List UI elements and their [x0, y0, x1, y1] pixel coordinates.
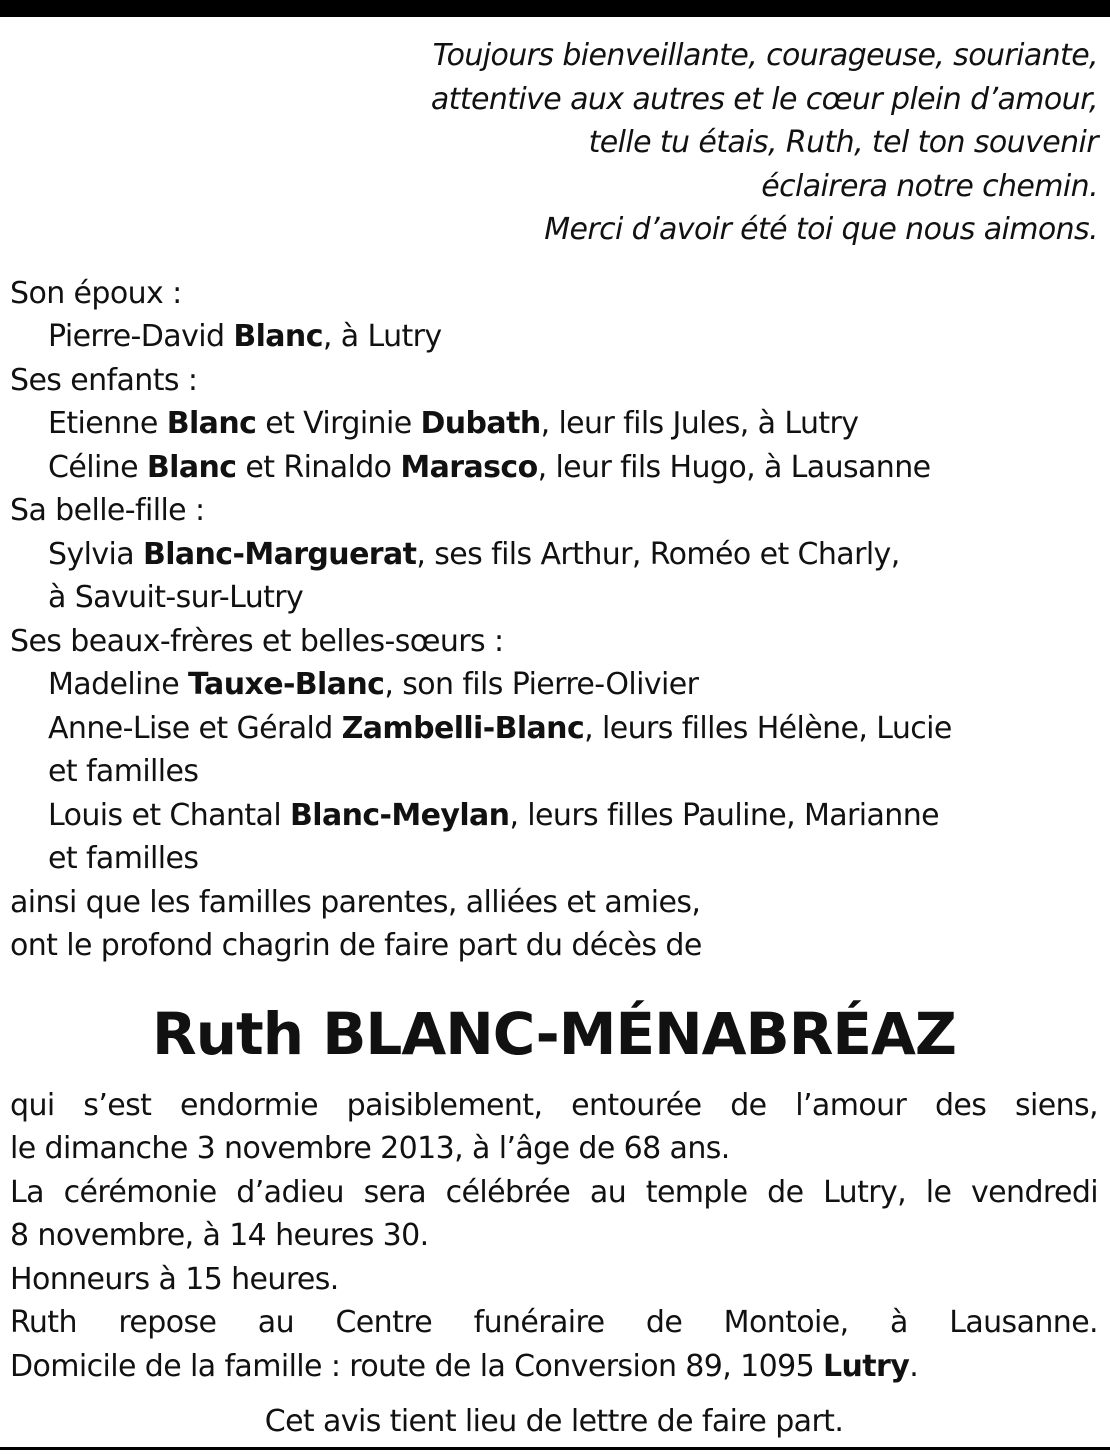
- in-law-entry-continued: et familles: [48, 841, 199, 876]
- relatives-line: ainsi que les familles parentes, alliées et amies,: [10, 884, 701, 920]
- daughter-in-law-heading: Sa belle-fille :: [10, 493, 205, 528]
- top-rule: [0, 0, 1110, 17]
- announcement-line: ont le profond chagrin de faire part du décès de: [10, 928, 702, 963]
- spouse-heading: Son époux :: [10, 275, 182, 311]
- details-line: Ruth repose au Centre funéraire de Montoie, à Lausanne.: [10, 1305, 1098, 1340]
- in-law-entry: Madeline Tauxe-Blanc, son fils Pierre-Olivier: [48, 667, 699, 702]
- details-line: le dimanche 3 novembre 2013, à l’âge de 68 ans.: [10, 1131, 730, 1166]
- details-line: qui s’est endormie paisiblement, entourée de l’amour des siens,: [10, 1087, 1098, 1123]
- child-entry: Etienne Blanc et Virginie Dubath, leur fils Jules, à Lutry: [48, 406, 859, 441]
- poem-line: éclairera notre chemin.: [761, 168, 1098, 204]
- service-details: [10, 1084, 1098, 1389]
- in-laws-heading: Ses beaux-frères et belles-sœurs :: [10, 623, 504, 659]
- bottom-rule: [0, 1447, 1110, 1450]
- in-law-entry: Anne-Lise et Gérald Zambelli-Blanc, leurs filles Hélène, Lucie: [48, 710, 952, 746]
- children-heading: Ses enfants :: [10, 362, 198, 398]
- poem-line: attentive aux autres et le cœur plein d’amour,: [430, 81, 1098, 117]
- family-list: [10, 272, 1098, 968]
- obituary-notice: [10, 34, 1098, 1444]
- poem-line: Toujours bienveillante, courageuse, souriante,: [432, 38, 1098, 73]
- in-law-entry: Louis et Chantal Blanc-Meylan, leurs filles Pauline, Marianne: [48, 797, 939, 833]
- in-law-entry-continued: et familles: [48, 754, 199, 789]
- child-entry: Céline Blanc et Rinaldo Marasco, leur fils Hugo, à Lausanne: [48, 449, 931, 485]
- spouse-entry: Pierre-David Blanc, à Lutry: [48, 319, 442, 354]
- details-line: Honneurs à 15 heures.: [10, 1261, 339, 1297]
- details-line: 8 novembre, à 14 heures 30.: [10, 1218, 429, 1253]
- poem-line: Merci d’avoir été toi que nous aimons.: [544, 212, 1098, 247]
- closing-note: Cet avis tient lieu de lettre de faire part.: [264, 1404, 844, 1439]
- family-address: Domicile de la famille : route de la Conversion 89, 1095 Lutry.: [10, 1348, 919, 1384]
- poem-line: telle tu étais, Ruth, tel ton souvenir: [588, 125, 1098, 160]
- daughter-in-law-entry-continued: à Savuit-sur-Lutry: [48, 580, 304, 615]
- details-line: La cérémonie d’adieu sera célébrée au temple de Lutry, le vendredi: [10, 1174, 1098, 1210]
- epitaph-poem: [10, 34, 1098, 252]
- deceased-name: Ruth BLANC-MÉNABRÉAZ: [152, 999, 956, 1068]
- daughter-in-law-entry: Sylvia Blanc-Marguerat, ses fils Arthur, Roméo et Charly,: [48, 536, 900, 572]
